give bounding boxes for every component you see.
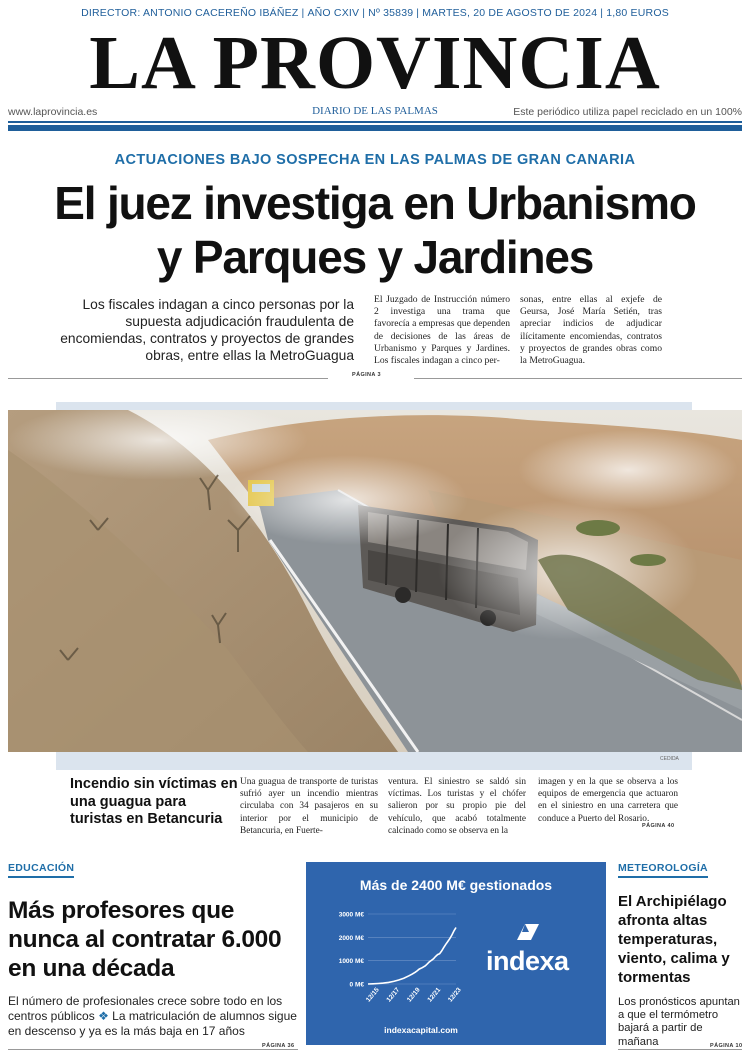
education-body-part2: La matriculación de alumnos sigue en descenso y ya es la más baja en 17 años [8,1009,297,1038]
ad-chart-xtick: 12/23 [446,986,463,1004]
weather-rule [618,1049,742,1050]
website-url[interactable]: www.laprovincia.es [8,106,98,118]
photo-story-col1: Una guagua de transporte de turistas sufrió ayer un incendio mientras circulaba con 34 pasajeros en su interior por el municipio de Betancuria, en Fuerte- [240,777,378,836]
lead-headline-line1: El juez investiga en Urbanismo [54,177,696,229]
ad-chart-ytick: 0 M€ [349,981,364,989]
photo-illustration [8,410,742,752]
year: AÑO CXIV [307,7,360,19]
tagline: DIARIO DE LAS PALMAS [312,105,438,117]
masthead-meta: DIRECTOR: ANTONIO CACEREÑO IBÁÑEZ | AÑO CXIV | Nº 35839 | MARTES, 20 DE AGOSTO DE 2024 | 1,80 EUROS [81,7,669,19]
masthead-rule [8,121,742,123]
ad-chart-ytick: 3000 M€ [338,911,364,919]
bus-fire-photo[interactable] [8,410,742,752]
issue-number: Nº 35839 [368,7,414,19]
education-section-tag: EDUCACIÓN [8,862,74,878]
ad-chart-series-line [368,928,456,985]
ad-line-chart [326,898,506,1028]
newspaper-title: LA PROVINCIA [89,21,661,105]
ad-url[interactable]: indexacapital.com [384,1025,458,1035]
price: 1,80 EUROS [606,7,669,19]
lead-body-col2: sonas, entre ellas al exjefe de Geursa, José María Setién, tras apreciar indicios de adjudicar ilícitamente encomiendas, contratos y proyectos de grandes obras como la MetroGuagua. [520,294,662,367]
weather-headline[interactable]: El Archipiélago afronta altas temperaturas, viento, calima y tormentas [618,893,730,986]
ad-title: Más de 2400 M€ gestionados [359,877,553,893]
ad-chart-xtick: 12/17 [385,986,402,1004]
photo-story-col3: imagen y en la que se observa a los equipos de emergencia que actuaron en el siniestro en una carretera que conduce a Puerto del Rosario. [538,777,678,824]
photo-story-headline[interactable]: Incendio sin víctimas en una guagua para turistas en Betancuria [70,776,238,827]
weather-section-tag: METEOROLOGÍA [618,862,708,878]
masthead-subline [8,105,742,121]
photo-story-page-ref: PÁGINA 40 [642,823,675,829]
bullet-icon: ❖ [98,1009,109,1023]
education-body [8,994,298,1039]
director: DIRECTOR: ANTONIO CACEREÑO IBÁÑEZ [81,7,299,19]
lead-deck: Los fiscales indagan a cinco personas por la supuesta adjudicación fraudulenta de encomiendas, contratos y proyectos de grandes obras, entre ellas la MetroGuagua [60,297,354,363]
lead-kicker: ACTUACIONES BAJO SOSPECHA EN LAS PALMAS DE GRAN CANARIA [114,152,636,168]
ad-chart-xtick: 12/19 [405,986,422,1004]
divider-left [8,378,328,379]
indexa-logo-icon [515,922,541,942]
indexa-advertisement[interactable] [306,862,606,1045]
photo-story-col2: ventura. El siniestro se saldó sin víctimas. Los turistas y el chófer salieron por su propio pie del vehículo, que acabó totalmente calcinado como se observa en la [388,777,526,836]
weather-page-ref: PÁGINA 10 [710,1043,743,1049]
recycled-note: Este periódico utiliza papel reciclado en un 100% [513,106,742,118]
education-page-ref: PÁGINA 36 [262,1043,295,1049]
ad-chart-xtick: 12/15 [364,986,381,1004]
photo-credit: CEDIDA [660,756,679,762]
education-rule [8,1049,298,1050]
lead-headline-line2: y Parques y Jardines [156,231,594,283]
ad-chart-ytick: 2000 M€ [338,934,364,942]
ad-chart-xtick: 12/21 [426,986,443,1004]
education-headline[interactable]: Más profesores que nunca al contratar 6.000 en una década [8,897,282,982]
weather-body: Los pronósticos apuntan a que el termómetro bajará a partir de mañana [618,996,740,1048]
masthead-rule-thick [8,125,742,131]
lead-body-col1: El Juzgado de Instrucción número 2 investiga una trama que favorecía a empresas que dependen de decisiones de las áreas de Urbanismo y Parques y Jardines. Los fiscales indagan a cinco per- [374,294,510,367]
date: MARTES, 20 DE AGOSTO DE 2024 [422,7,598,19]
lead-page-ref: PÁGINA 3 [352,372,381,378]
divider-right [414,378,742,379]
ad-chart-ytick: 1000 M€ [338,958,364,966]
education-body-part1: El número de profesionales crece sobre todo en los centros públicos [8,994,283,1023]
lead-headline[interactable] [0,176,750,284]
ad-brand: indexa [486,946,569,976]
